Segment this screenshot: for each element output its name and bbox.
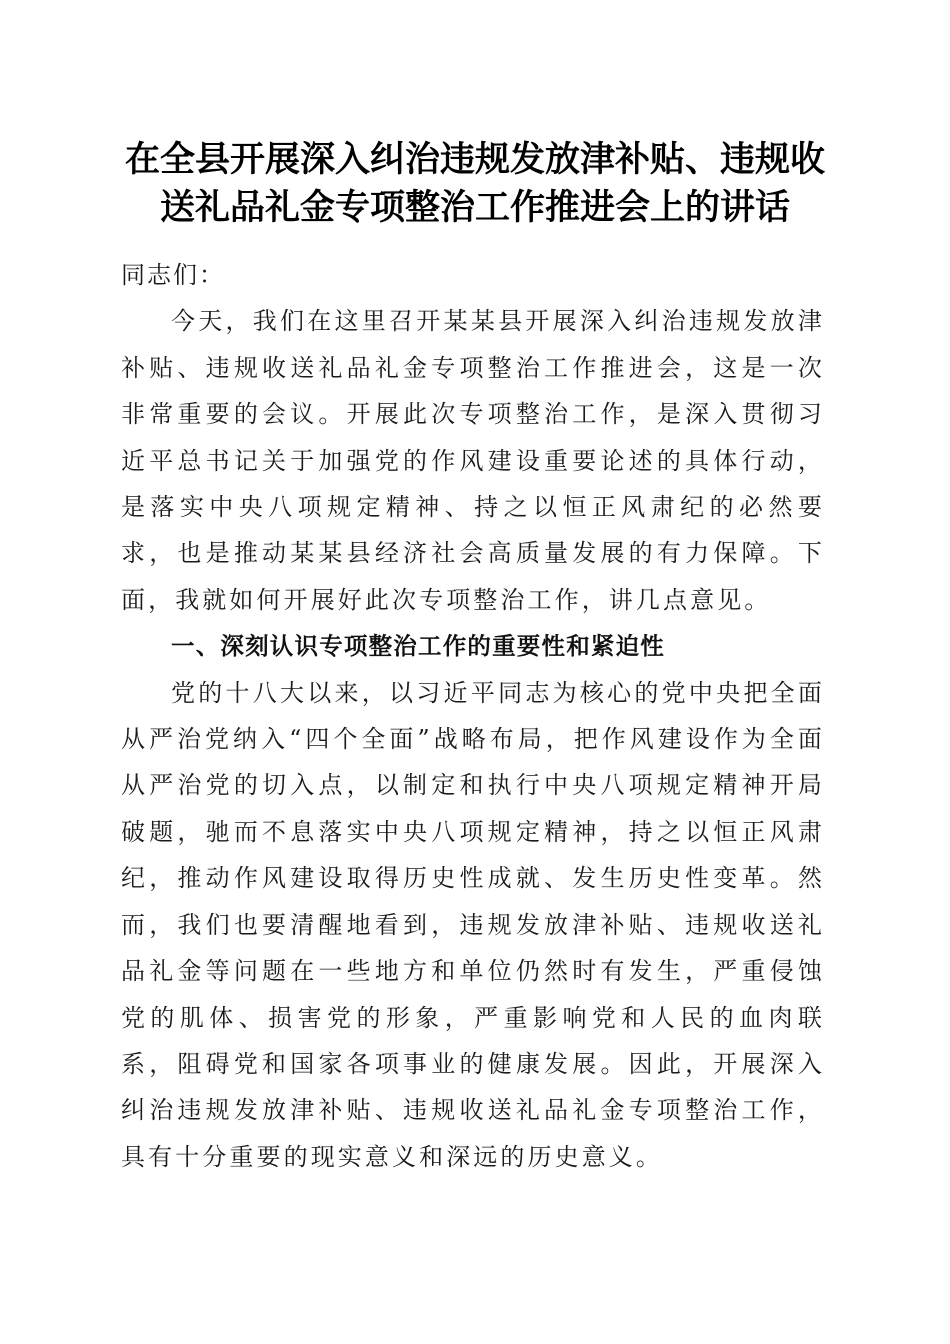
document-body bbox=[121, 252, 825, 1180]
section-paragraph: 党的十八大以来，以习近平同志为核心的党中央把全面从严治党纳入“四个全面”战略布局，把作风建设作为全面从严治党的切入点，以制定和执行中央八项规定精神开局破题，驰而不息落实中央八项规定精神，持之以恒正风肃纪，推动作风建设取得历史性成就、发生历史性变革。然而，我们也要清醒地看到，违规发放津补贴、违规收送礼品礼金等问题在一些地方和单位仍然时有发生，严重侵蚀党的肌体、损害党的形象，严重影响党和人民的血肉联系，阻碍党和国家各项事业的健康发展。因此，开展深入纠治违规发放津补贴、违规收送礼品礼金专项整治工作，具有十分重要的现实意义和深远的历史意义。 bbox=[121, 678, 825, 1171]
opening-paragraph: 今天，我们在这里召开某某县开展深入纠治违规发放津补贴、违规收送礼品礼金专项整治工作推进会，这是一次非常重要的会议。开展此次专项整治工作，是深入贯彻习近平总书记关于加强党的作风建设重要论述的具体行动，是落实中央八项规定精神、持之以恒正风肃纪的必然要求，也是推动某某县经济社会高质量发展的有力保障。下面，我就如何开展好此次专项整治工作，讲几点意见。 bbox=[121, 307, 825, 614]
title-line-2: 送礼品礼金专项整治工作推进会上的讲话 bbox=[159, 187, 790, 228]
title-line-1: 在全县开展深入纠治违规发放津补贴、违规收 bbox=[124, 139, 825, 180]
document-title bbox=[100, 136, 850, 232]
salutation: 同志们： bbox=[121, 261, 225, 289]
section-heading: 一、深刻认识专项整治工作的重要性和紧迫性 bbox=[171, 632, 665, 661]
